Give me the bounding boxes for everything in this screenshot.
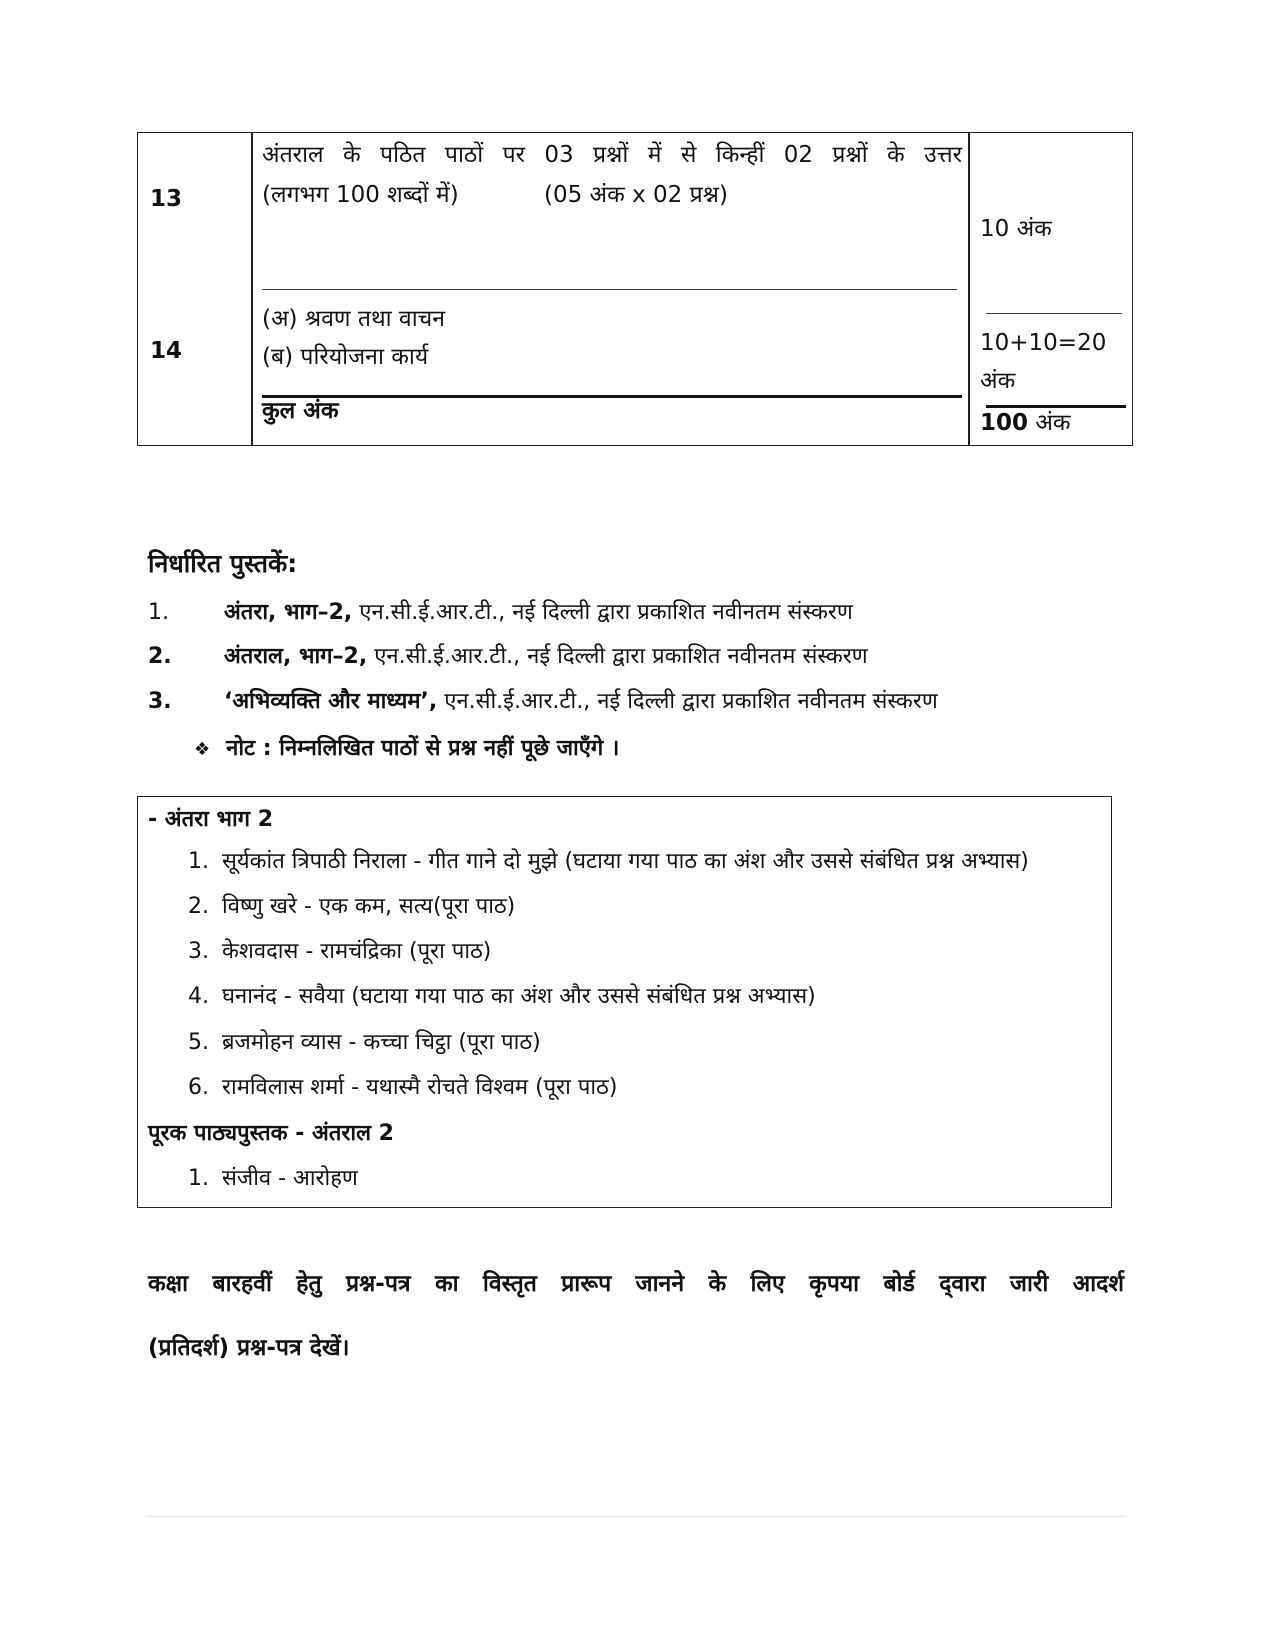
list-item: 3. केशवदास - रामचंद्रिका (पूरा पाठ) — [188, 939, 492, 964]
marks-table — [137, 132, 1133, 446]
page-bottom-rule — [146, 1516, 1126, 1517]
row-separator — [262, 289, 957, 290]
book-publisher: एन.सी.ई.आर.टी., नई दिल्ली द्वारा प्रकाशित नवीनतम संस्करण — [437, 689, 938, 714]
list-item: 1. संजीव - आरोहण — [188, 1166, 358, 1191]
footer-line-2: (प्रतिदर्श) प्रश्न-पत्र देखें। — [148, 1335, 350, 1361]
total-value: 100 — [980, 410, 1029, 436]
total-separator — [986, 405, 1126, 408]
marks-unit: अंक — [980, 368, 1016, 394]
question-word-limit: (लगभग 100 शब्दों में) — [262, 182, 459, 208]
footer-line-1: कक्षा बारहवीं हेतु प्रश्न-पत्र का विस्तृत प्रारूप जानने के लिए कृपया बोर्ड द्‌वारा जारी आदर्श — [148, 1271, 1124, 1297]
book-item — [148, 640, 868, 670]
note-line — [194, 732, 619, 762]
book-publisher: एन.सी.ई.आर.टी., नई दिल्ली द्वारा प्रकाशित नवीनतम संस्करण — [367, 644, 868, 669]
book-title: अंतराल, भाग–2, — [224, 644, 368, 669]
total-separator — [262, 395, 962, 398]
books-heading: निर्धारित पुस्तकें: — [148, 549, 298, 578]
total-marks — [980, 409, 1071, 439]
question-description: (अ) श्रवण तथा वाचन — [262, 306, 446, 332]
marks-separator — [986, 313, 1122, 314]
list-item: 5. ब्रजमोहन व्यास - कच्चा चिट्ठा (पूरा पाठ) — [188, 1030, 541, 1055]
question-description: अंतराल के पठित पाठों पर 03 प्रश्नों में से किन्हीं 02 प्रश्नों के उत्तर — [262, 142, 962, 168]
diamond-bullet-icon: ❖ — [194, 739, 211, 760]
book-item — [148, 596, 853, 626]
book-title: अंतरा, भाग–2, — [224, 600, 353, 625]
question-marks-breakdown: (05 अंक x 02 प्रश्न) — [544, 182, 728, 208]
list-item: 6. रामविलास शर्मा - यथास्मै रोचते विश्वम (पूरा पाठ) — [188, 1075, 618, 1100]
book-item — [148, 685, 938, 715]
book-number: 1. — [148, 600, 169, 625]
list-item: 1. सूर्यकांत त्रिपाठी निराला - गीत गाने दो मुझे (घटाया गया पाठ का अंश और उससे संबंधित प्रश्न अभ्यास) — [188, 849, 1029, 874]
book-title: ‘अभिव्यक्ति और माध्यम’, — [224, 689, 438, 714]
note-text: नोट : निम्नलिखित पाठों से प्रश्न नहीं पूछे जाएँगे । — [226, 736, 620, 761]
book-number: 2. — [148, 644, 172, 669]
marks-value: 10+10=20 — [980, 330, 1107, 356]
total-label: कुल अंक — [262, 398, 339, 424]
excluded-chapters-box — [137, 796, 1112, 1208]
question-description: (ब) परियोजना कार्य — [262, 344, 429, 370]
antara-heading: - अंतरा भाग 2 — [148, 807, 274, 832]
book-publisher: एन.सी.ई.आर.टी., नई दिल्ली द्वारा प्रकाशित नवीनतम संस्करण — [352, 600, 853, 625]
total-unit: अंक — [1028, 410, 1071, 436]
table-column-divider — [968, 133, 970, 445]
marks-value: 10 अंक — [980, 216, 1052, 242]
table-column-divider — [251, 133, 253, 445]
book-number: 3. — [148, 689, 172, 714]
question-number: 14 — [150, 338, 183, 364]
question-number: 13 — [150, 186, 183, 212]
antral-heading: पूरक पाठ्यपुस्तक - अंतराल 2 — [148, 1121, 394, 1146]
list-item: 2. विष्णु खरे - एक कम, सत्य(पूरा पाठ) — [188, 894, 516, 919]
list-item: 4. घनानंद - सवैया (घटाया गया पाठ का अंश और उससे संबंधित प्रश्न अभ्यास) — [188, 984, 816, 1009]
